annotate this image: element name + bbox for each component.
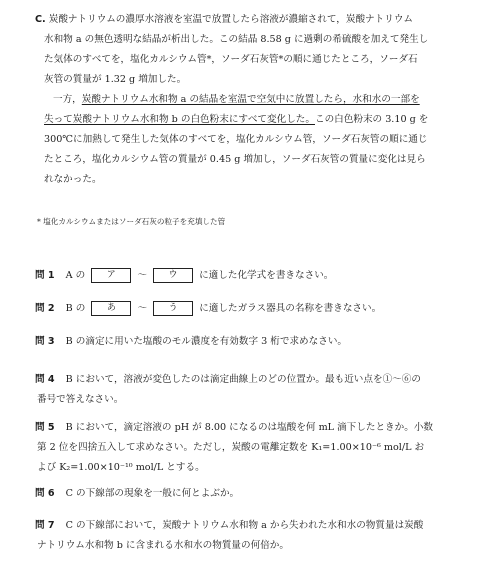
paragraph-line bbox=[44, 110, 428, 130]
section-c-paragraph-1 bbox=[35, 10, 428, 90]
paragraph-line: れなかった。 bbox=[44, 174, 102, 185]
paragraph-line: 水和物 a の無色透明な結晶が析出した。この結晶 8.58 g に過剰の希硫酸を加えて発生し bbox=[44, 34, 429, 45]
question-text: B の bbox=[65, 303, 86, 314]
question-number: 問 5 bbox=[35, 422, 55, 433]
paragraph-text: この白色粉末の 3.10 g を bbox=[314, 114, 429, 125]
question-2 bbox=[35, 299, 381, 319]
answer-blank-box: ウ bbox=[153, 268, 193, 283]
question-text: に適したガラス器具の名称を書きなさい。 bbox=[199, 303, 382, 314]
range-tilde: 〜 bbox=[137, 303, 148, 314]
question-text: B において，溶液が変色したのは滴定曲線上のどの位置か。最も近い点を①〜⑥の bbox=[65, 374, 421, 385]
paragraph-line bbox=[44, 90, 428, 110]
question-text: 第 2 位を四捨五入して求めなさい。ただし，炭酸の電離定数を K₁=1.00×10⁻⁶ mol/L お bbox=[37, 442, 425, 453]
question-number: 問 7 bbox=[35, 520, 55, 531]
footnote: * 塩化カルシウムまたはソーダ石灰の粒子を充填した管 bbox=[37, 217, 226, 226]
question-text: C の下線部の現象を一般に何とよぶか。 bbox=[65, 488, 240, 499]
question-4 bbox=[35, 370, 421, 410]
question-6 bbox=[35, 484, 239, 504]
question-text: よび K₂=1.00×10⁻¹⁰ mol/L とする。 bbox=[37, 462, 205, 473]
question-text: 番号で答えなさい。 bbox=[37, 394, 124, 405]
question-text: A の bbox=[65, 270, 86, 281]
section-c-paragraph-2 bbox=[44, 90, 428, 190]
question-number: 問 6 bbox=[35, 488, 55, 499]
question-text: に適した化学式を書きなさい。 bbox=[199, 270, 334, 281]
paragraph-line: たところ，塩化カルシウム管の質量が 0.45 g 増加し，ソーダ石灰管の質量に変化は見ら bbox=[44, 154, 426, 165]
question-7 bbox=[35, 516, 423, 556]
question-text: B において，滴定溶液の pH が 8.00 になるのは塩酸を何 mL 滴下したときか。小数 bbox=[65, 422, 434, 433]
paragraph-line: た気体のすべてを，塩化カルシウム管*，ソーダ石灰管*の順に通じたところ，ソーダ石 bbox=[44, 54, 418, 65]
question-3 bbox=[35, 332, 347, 352]
question-number: 問 1 bbox=[35, 270, 55, 281]
question-number: 問 2 bbox=[35, 303, 55, 314]
paragraph-text: 炭酸ナトリウムの濃厚水溶液を室温で放置したら溶液が濃縮されて，炭酸ナトリウム bbox=[48, 14, 413, 25]
question-number: 問 4 bbox=[35, 374, 55, 385]
question-text: ナトリウム水和物 b に含まれる水和水の物質量の何倍か。 bbox=[37, 540, 289, 551]
question-1 bbox=[35, 266, 333, 286]
paragraph-line: 灰管の質量が 1.32 g 増加した。 bbox=[44, 74, 187, 85]
question-text: C の下線部において，炭酸ナトリウム水和物 a から失われた水和水の物質量は炭酸 bbox=[65, 520, 424, 531]
answer-blank-box: ア bbox=[91, 268, 131, 283]
answer-blank-box: う bbox=[153, 301, 193, 316]
question-number: 問 3 bbox=[35, 336, 55, 347]
question-text: B の滴定に用いた塩酸のモル濃度を有効数字 3 桁で求めなさい。 bbox=[65, 336, 348, 347]
section-label: C. bbox=[35, 14, 46, 25]
paragraph-line bbox=[35, 10, 428, 30]
range-tilde: 〜 bbox=[137, 270, 147, 281]
answer-blank-box: あ bbox=[91, 301, 131, 316]
question-5 bbox=[35, 418, 433, 478]
paragraph-line: 300℃に加熱して発生した気体のすべてを，塩化カルシウム管，ソーダ石灰管の順に通じ bbox=[44, 134, 428, 145]
underlined-passage: 失って炭酸ナトリウム水和物 b の白色粉末にすべて変化した。 bbox=[44, 114, 315, 125]
underlined-passage: 炭酸ナトリウム水和物 a の結晶を室温で空気中に放置したら，水和水の一部を bbox=[81, 94, 420, 105]
paragraph-text: 一方， bbox=[53, 94, 82, 105]
